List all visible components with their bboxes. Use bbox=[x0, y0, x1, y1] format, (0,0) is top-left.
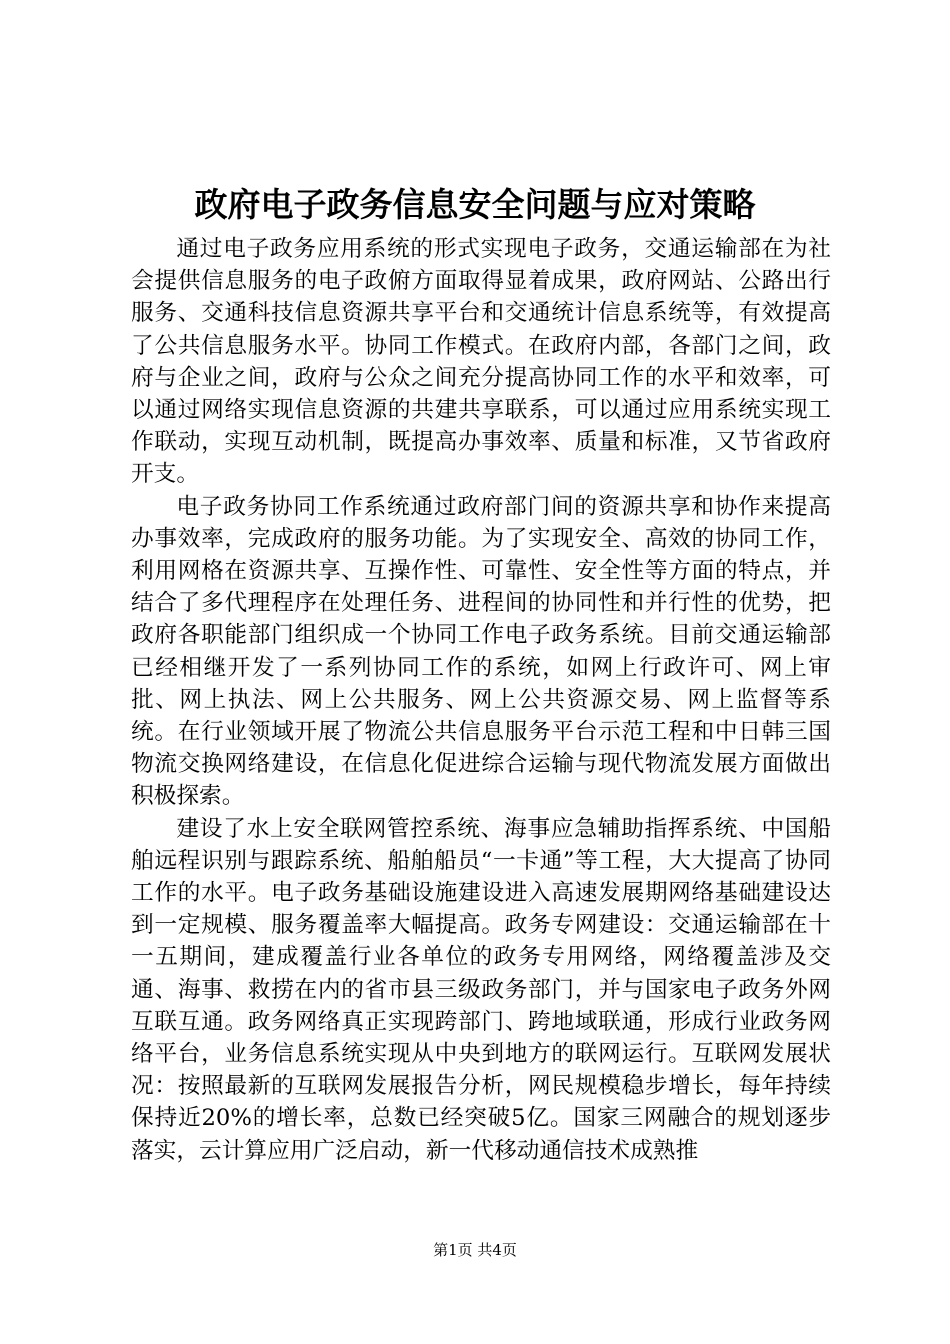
document-title: 政府电子政务信息安全问题与应对策略 bbox=[194, 185, 756, 224]
page-number-footer: 第1页 共4页 bbox=[433, 1241, 517, 1259]
paragraph-2: 电子政务协同工作系统通过政府部门间的资源共享和协作来提高办事效率，完成政府的服务功能。为了实现安全、高效的协同工作，利用网格在资源共享、互操作性、可靠性、安全性等方面的特点，并结合了多代理程序在处理任务、进程间的协同性和并行性的优势，把政府各职能部门组织成一个协同工作电子政务系统。目前交通运输部已经相继开发了一系列协同工作的系统，如网上行政许可、网上审批、网上执法、网上公共服务、网上公共资源交易、网上监督等系统。在行业领域开展了物流公共信息服务平台示范工程和中日韩三国物流交换网络建设，在信息化促进综合运输与现代物流发展方面做出积极探索。 bbox=[131, 493, 831, 810]
document-body bbox=[131, 233, 831, 1167]
paragraph-1: 通过电子政务应用系统的形式实现电子政务，交通运输部在为社会提供信息服务的电子政俯方面取得显着成果，政府网站、公路出行服务、交通科技信息资源共享平台和交通统计信息系统等，有效提高了公共信息服务水平。协同工作模式。在政府内部，各部门之间，政府与企业之间，政府与公众之间充分提高协同工作的水平和效率，可以通过网络实现信息资源的共建共享联系，可以通过应用系统实现工作联动，实现互动机制，既提高办事效率、质量和标准，又节省政府开支。 bbox=[131, 236, 831, 488]
paragraph-3: 建设了水上安全联网管控系统、海事应急辅助指挥系统、中国船舶远程识别与跟踪系统、船舶船员“一卡通”等工程，大大提高了协同工作的水平。电子政务基础设施建设进入高速发展期网络基础建设达到一定规模、服务覆盖率大幅提高。政务专网建设：交通运输部在十一五期间，建成覆盖行业各单位的政务专用网络，网络覆盖涉及交通、海事、救捞在内的省市县三级政务部门，并与国家电子政务外网互联互通。政务网络真正实现跨部门、跨地域联通，形成行业政务网络平台，业务信息系统实现从中央到地方的联网运行。互联网发展状况：按照最新的互联网发展报告分析，网民规模稳步增长，每年持续保持近20%的增长率，总数已经突破5亿。国家三网融合的规划逐步落实，云计算应用广泛启动，新一代移动通信技术成熟推 bbox=[131, 815, 831, 1164]
